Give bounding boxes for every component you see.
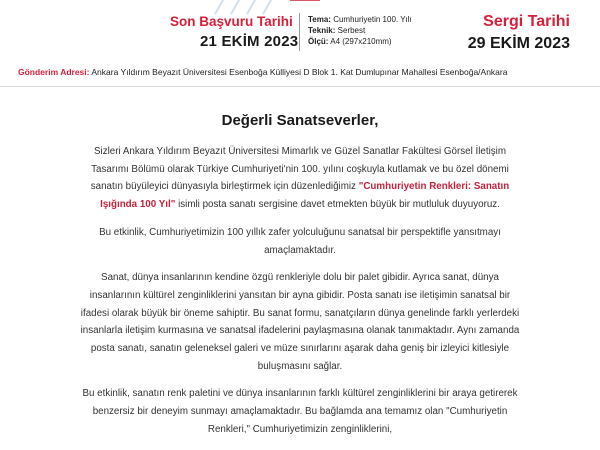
address-text: Ankara Yıldırım Beyazıt Üniversitesi Esenboğa Külliyesi D Blok 1. Kat Dumlupınar Mahallesi Esenboğa/Ankara (91, 67, 508, 77)
paragraph-art: Sanat, dünya insanlarının kendine özgü renkleriyle dolu bir palet gibidir. Ayrıca sanat, dünya insanlarının kültürel zenginliklerini yansıtan bir ayna gibidir. Posta sanatı ise iletişimin sanatsal bir ifadesi olarak büyük bir öneme sahiptir. Bu sanat formu, sanatçıların dünya genelinde farklı yerlerdeki insanlarla iletişim kurmasına ve sanatsal ifadelerini paylaşmasına olanak tanımaktadır. Aynı zamanda posta sanatı, sanatın geleneksel galeri ve müze sınırlarını aşarak daha geniş bir izleyici kitlesiyle buluşmasını sağlar. (80, 272, 520, 372)
exhibition-date: 29 EKİM 2023 (467, 35, 570, 52)
spec-item: Ölçü: A4 (297x210mm) (308, 37, 392, 46)
deadline-label: Son Başvuru Tarihi (170, 14, 293, 29)
paragraph-invitation: Sizleri Ankara Yıldırım Beyazıt Üniversitesi Mimarlık ve Güzel Sanatlar Fakültesi Görsel İletişim Tasarımı Bölümü olarak Türkiye Cumhuriyeti'nin 100. yılını coşkuyla kutlamak ve bu özel dönemi sanatın büyüleyici dünyasıyla birleştirmek için düzenlediğimiz "Cumhuriyetin Renkleri: Sanatın Işığında 100 Yıl" isimli posta sanatı sergisine davet etmekten büyük bir mutluluk duyuyoruz. (90, 146, 510, 211)
paragraph-purpose: Bu etkinlik, Cumhuriyetimizin 100 yıllık zafer yolculuğunu sanatsal bir perspektifle yansıtmayı amaçlamaktadır. (99, 226, 501, 256)
header-divider (299, 13, 300, 51)
mailing-address (18, 67, 507, 77)
specs-list (308, 14, 412, 47)
letter-body (80, 112, 520, 449)
paragraph-event: Bu etkinlik, sanatın renk paletini ve dünya insanlarının farklı kültürel zenginliklerini bir araya getirerek benzersiz bir deneyim sunmayı amaçlamaktadır. Bu bağlamda ana temamız olan "Cumhuriyetin Renkleri," Cumhuriyetimizin zenginliklerini, (82, 388, 518, 435)
header (0, 0, 600, 90)
spec-item: Tema: Cumhuriyetin 100. Yılı (308, 15, 412, 24)
header-rule (0, 86, 600, 87)
address-label: Gönderim Adresi: (18, 67, 90, 77)
greeting: Değerli Sanatseverler, (221, 112, 379, 129)
spec-item: Teknik: Serbest (308, 26, 366, 35)
exhibition-label: Sergi Tarihi (483, 13, 570, 30)
deadline-date: 21 EKİM 2023 (200, 33, 299, 50)
exhibition-title: "Cumhuriyetin Renkleri: Sanatın Işığında 100 Yıl" (100, 181, 510, 211)
